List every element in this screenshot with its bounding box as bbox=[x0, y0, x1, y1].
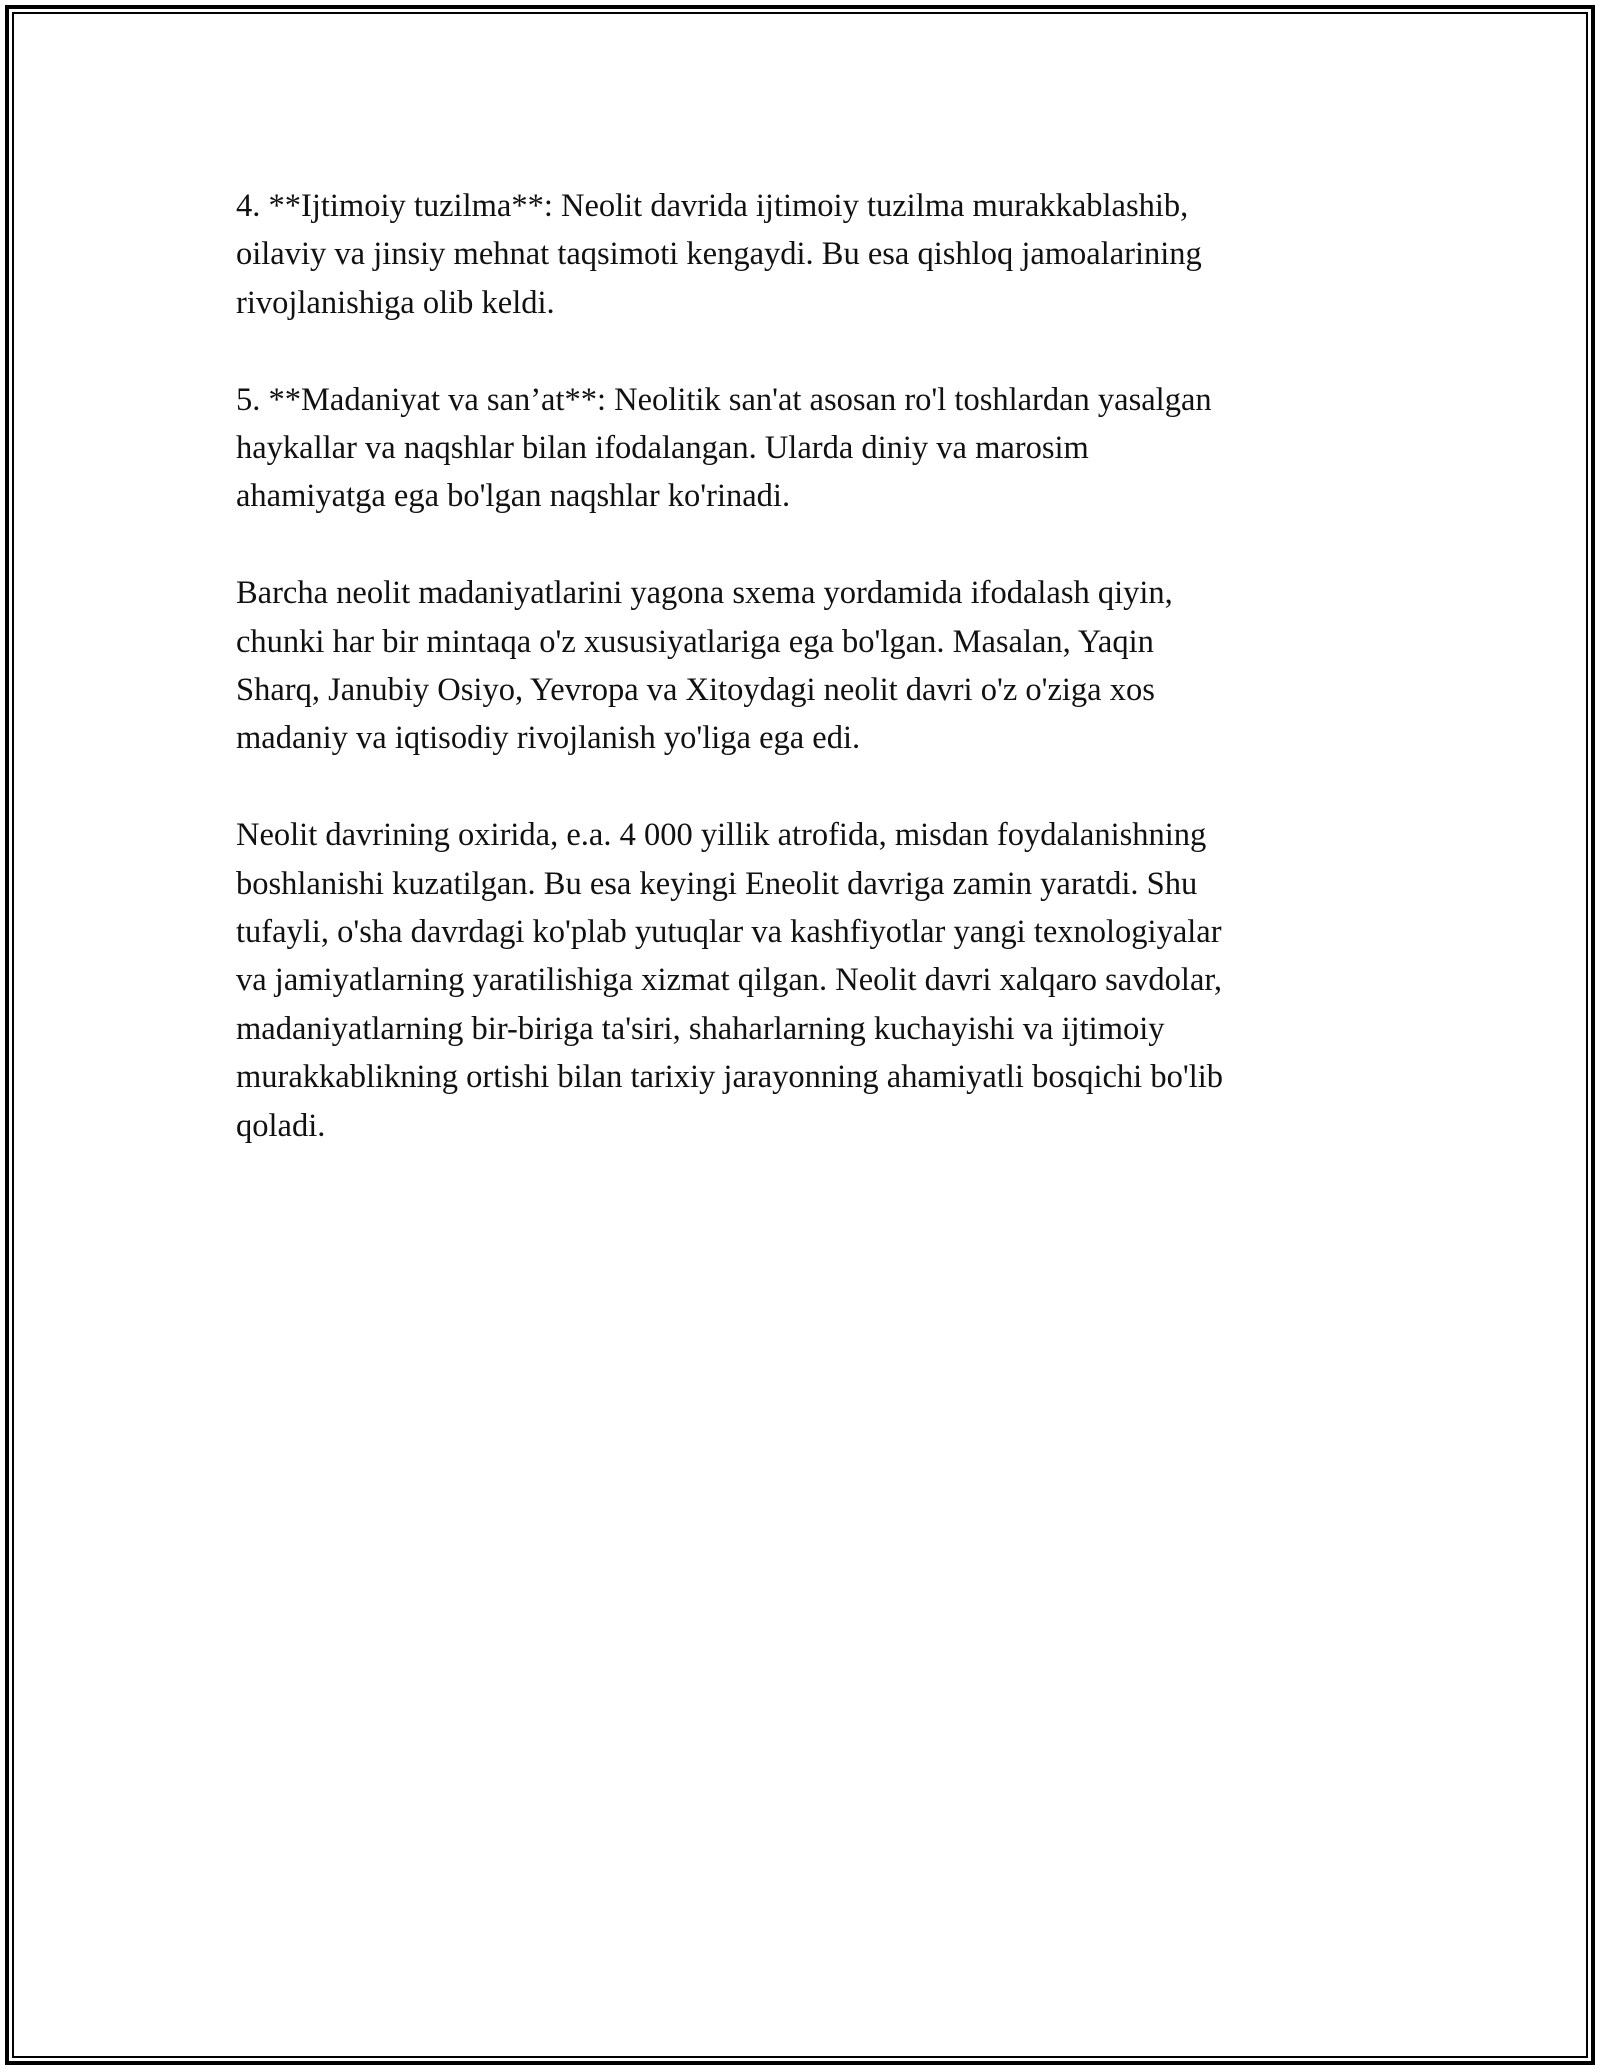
text-line: rivojlanishiga olib keldi. bbox=[236, 284, 555, 321]
text-line: Sharq, Janubiy Osiyo, Yevropa va Xitoydagi neolit davri o'z o'ziga xos bbox=[236, 672, 1155, 709]
text-line: tufayli, o'sha davrdagi ko'plab yutuqlar va kashfiyotlar yangi texnologiyalar bbox=[236, 914, 1222, 951]
text-line: Barcha neolit madaniyatlarini yagona sxema yordamida ifodalash qiyin, bbox=[236, 575, 1173, 612]
text-line: madaniy va iqtisodiy rivojlanish yo'liga ega edi. bbox=[236, 720, 861, 757]
paragraph-neolithic-end bbox=[236, 811, 1366, 1150]
text-line: 5. **Madaniyat va san’at**: Neolitik san'at asosan ro'l toshlardan yasalgan bbox=[236, 381, 1212, 418]
paragraph-regional-cultures bbox=[236, 569, 1366, 763]
text-line: madaniyatlarning bir-biriga ta'siri, shaharlarning kuchayishi va ijtimoiy bbox=[236, 1010, 1165, 1047]
text-line: va jamiyatlarning yaratilishiga xizmat qilgan. Neolit davri xalqaro savdolar, bbox=[236, 962, 1223, 999]
text-line: chunki har bir mintaqa o'z xususiyatlariga ega bo'lgan. Masalan, Yaqin bbox=[236, 623, 1154, 660]
text-line: haykallar va naqshlar bilan ifodalangan. Ularda diniy va marosim bbox=[236, 430, 1089, 467]
text-line: oilaviy va jinsiy mehnat taqsimoti kengaydi. Bu esa qishloq jamoalarining bbox=[236, 236, 1202, 273]
text-line: 4. **Ijtimoiy tuzilma**: Neolit davrida ijtimoiy tuzilma murakkablashib, bbox=[236, 188, 1189, 224]
text-line: murakkablikning ortishi bilan tarixiy jarayonning ahamiyatli bosqichi bo'lib bbox=[236, 1059, 1223, 1096]
text-line: qoladi. bbox=[236, 1107, 326, 1144]
text-line: boshlanishi kuzatilgan. Bu esa keyingi Eneolit davriga zamin yaratdi. Shu bbox=[236, 865, 1198, 902]
paragraph-culture-art bbox=[236, 376, 1366, 521]
paragraph-social-structure bbox=[236, 182, 1366, 327]
text-line: ahamiyatga ega bo'lgan naqshlar ko'rinadi. bbox=[236, 478, 791, 515]
document-body bbox=[236, 182, 1366, 1198]
text-line: Neolit davrining oxirida, e.a. 4 000 yillik atrofida, misdan foydalanishning bbox=[236, 817, 1207, 854]
